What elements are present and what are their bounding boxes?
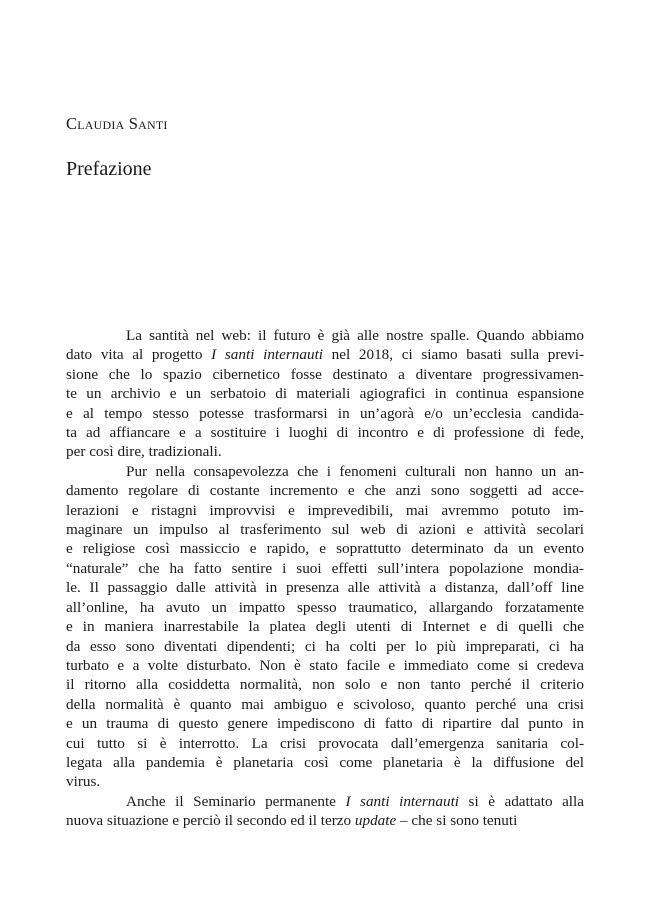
body-text (66, 326, 584, 831)
text-line: della normalità è quanto mai ambiguo e scivoloso, quanto perché una crisi (66, 695, 584, 713)
text-line: cui tutto si è interrotto. La crisi provocata dall’emergenza sanitaria col- (66, 734, 584, 752)
text-line: te un archivio e un serbatoio di materiali agiografici in continua espansione (66, 385, 584, 403)
text-line: maginare un impulso al trasferimento sul web di azioni e attività secolari (66, 521, 584, 539)
text-line: e un trauma di questo genere impediscono di fatto di ripartire dal punto in (66, 715, 584, 733)
paragraph (66, 792, 584, 831)
text-line: legata alla pandemia è planetaria così come planetaria è la diffusione del (66, 753, 584, 771)
author-name: Claudia Santi (66, 114, 168, 133)
text-line: le. Il passaggio dalle attività in presenza alle attività a distanza, dall’off line (66, 579, 584, 597)
text-line: per così dire, tradizionali. (66, 443, 222, 461)
text-line: virus. (66, 773, 101, 791)
text-line: “naturale” che ha fatto sentire i suoi effetti sull’intera popolazione mondia- (66, 559, 584, 577)
text-line: e in maniera inarrestabile la platea degli utenti di Internet e di quelli che (66, 618, 584, 636)
chapter-title: Prefazione (66, 158, 152, 180)
text-line: il ritorno alla cosiddetta normalità, non solo e non tanto perché il criterio (66, 676, 584, 694)
text-line: Anche il Seminario permanente I santi internauti si è adattato alla (126, 792, 584, 810)
text-line: damento regolare di costante incremento e che anzi sono soggetti ad acce- (66, 482, 584, 500)
text-line: dato vita al progetto I santi internauti nel 2018, ci siamo basati sulla previ- (66, 346, 585, 364)
text-line: da esso sono diventati dipendenti; ci ha colti per lo più impreparati, ci ha (66, 637, 584, 655)
text-line: La santità nel web: il futuro è già alle nostre spalle. Quando abbiamo (126, 327, 584, 344)
text-line: Pur nella consapevolezza che i fenomeni culturali non hanno un an- (126, 462, 584, 480)
text-line: lerazioni e ristagni improvvisi e imprevedibili, mai avremmo potuto im- (66, 501, 584, 519)
text-line: ta ad affiancare e a sostituire i luoghi di incontro e di professione di fede, (66, 424, 584, 442)
text-line: e al tempo stesso potesse trasformarsi in un’agorà e/o un’ecclesia candida- (66, 404, 584, 422)
italic-text: I santi internauti (345, 792, 460, 810)
text-line: all’online, ha avuto un impatto spesso traumatico, allargando forzatamente (66, 598, 584, 616)
paragraph (66, 326, 584, 462)
text-line: e religiose così massiccio e rapido, e soprattutto determinato da un evento (66, 540, 584, 558)
text-line: sione che lo spazio cibernetico fosse destinato a diventare progressivamen- (66, 365, 584, 383)
text-line: turbato e a volte disturbato. Non è stato facile e immediato come si credeva (66, 656, 584, 674)
italic-text: update (354, 812, 397, 830)
text-line: nuova situazione e perciò il secondo ed il terzo update – che si sono tenuti (66, 812, 518, 830)
italic-text: I santi internauti (211, 346, 324, 364)
paragraph (66, 462, 584, 792)
